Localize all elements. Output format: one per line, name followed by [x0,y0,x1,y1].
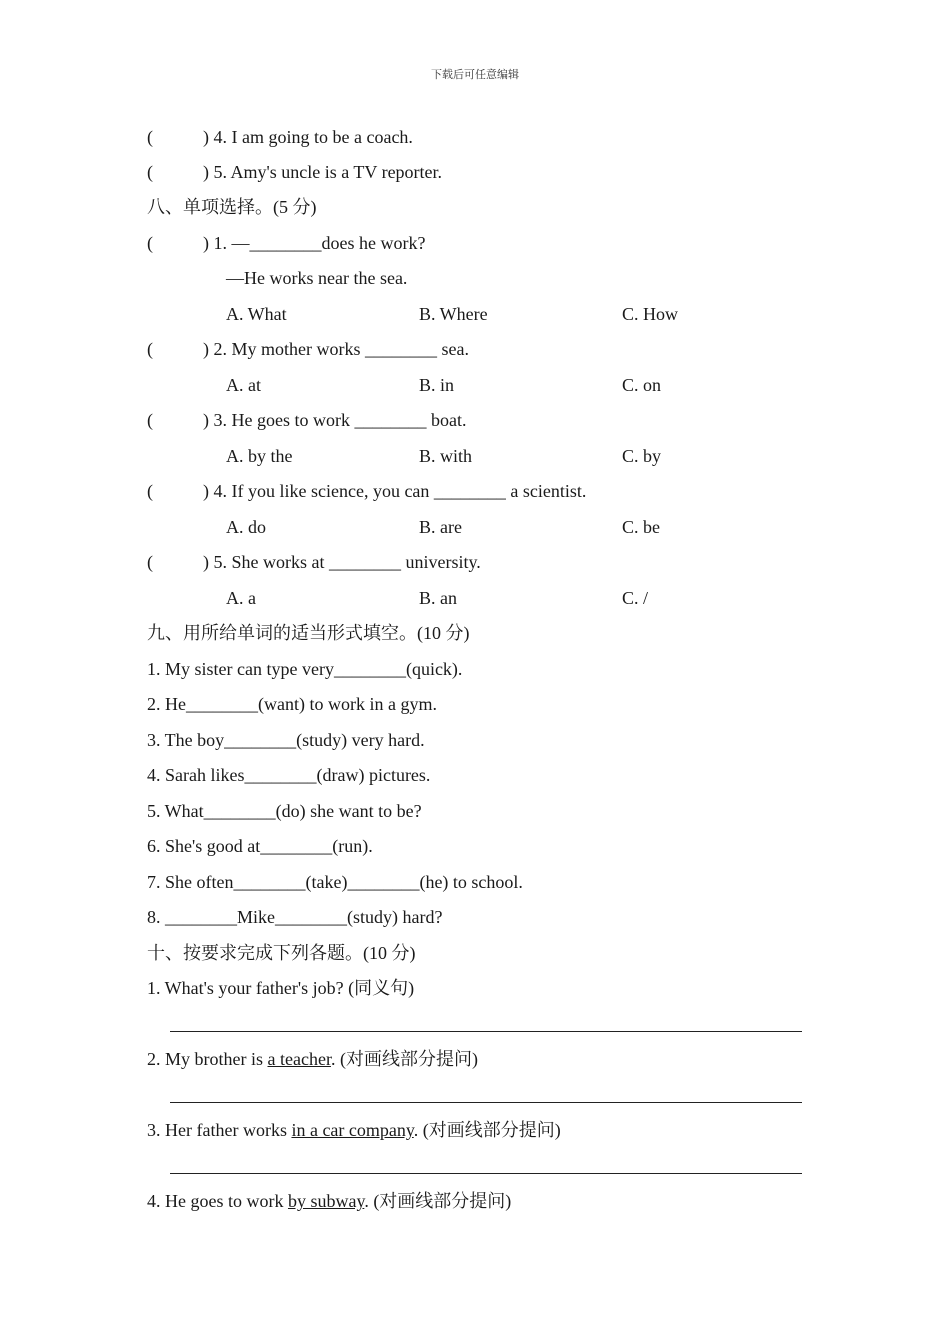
answer-line[interactable] [170,1031,802,1032]
underlined-phrase: by subway [287,1191,365,1211]
fill-item-6: 6. She's good at________(run). [147,836,373,856]
mc-question-2: ( ) 2. My mother works ________ sea. [147,339,469,359]
mc-question-1: ( ) 1. —________does he work? [147,233,426,253]
fill-item-8: 8. ________Mike________(study) hard? [147,907,443,927]
underlined-phrase: in a car company [291,1120,414,1140]
section-10-title: 十、按要求完成下列各题。(10 分) [147,943,416,963]
option-b: B. are [419,517,462,537]
option-b: B. in [419,375,455,395]
option-a: A. What [226,304,287,324]
tf-item-5: ( ) 5. Amy's uncle is a TV reporter. [147,162,443,182]
answer-line[interactable] [170,1173,802,1174]
section-8-title: 八、单项选择。(5 分) [147,197,317,217]
answer-paren[interactable]: ( [147,127,153,147]
tf-item-4: ( ) 4. I am going to be a coach. [147,127,413,147]
option-a: A. do [226,517,266,537]
fill-item-4: 4. Sarah likes________(draw) pictures. [147,765,431,785]
option-a: A. a [226,588,256,608]
task-item-2: 2. My brother is a teacher. (对画线部分提问) [147,1049,478,1069]
section-9-title: 九、用所给单词的适当形式填空。(10 分) [147,623,470,643]
mc-question-4: ( ) 4. If you like science, you can ________ a scientist. [147,481,587,501]
fill-item-1: 1. My sister can type very________(quick). [147,659,463,679]
option-c: C. / [622,588,649,608]
answer-paren[interactable]: ( [147,410,153,430]
option-c: C. How [622,304,679,324]
mc-question-1-reply: —He works near the sea. [226,268,408,288]
option-c: C. on [622,375,662,395]
option-a: A. at [226,375,261,395]
option-c: C. be [622,517,660,537]
option-b: B. with [419,446,473,466]
mc-question-5: ( ) 5. She works at ________ university. [147,552,481,572]
mc-question-3: ( ) 3. He goes to work ________ boat. [147,410,467,430]
answer-paren[interactable]: ( [147,552,153,572]
page-header: 下载后可任意编辑 [431,68,519,81]
fill-item-2: 2. He________(want) to work in a gym. [147,694,437,714]
option-b: B. an [419,588,457,608]
task-item-3: 3. Her father works in a car company. (对画线部分提问) [147,1120,561,1140]
answer-paren[interactable]: ( [147,339,153,359]
answer-paren[interactable]: ( [147,233,153,253]
fill-item-3: 3. The boy________(study) very hard. [147,730,425,750]
option-a: A. by the [226,446,293,466]
answer-paren[interactable]: ( [147,481,153,501]
option-b: B. Where [419,304,488,324]
underlined-phrase: a teacher [267,1049,331,1069]
task-item-4: 4. He goes to work by subway. (对画线部分提问) [147,1191,512,1211]
answer-paren[interactable]: ( [147,162,153,182]
fill-item-7: 7. She often________(take)________(he) to school. [147,872,523,892]
fill-item-5: 5. What________(do) she want to be? [147,801,422,821]
option-c: C. by [622,446,662,466]
task-item-1: 1. What's your father's job? (同义句) [147,978,415,998]
answer-line[interactable] [170,1102,802,1103]
